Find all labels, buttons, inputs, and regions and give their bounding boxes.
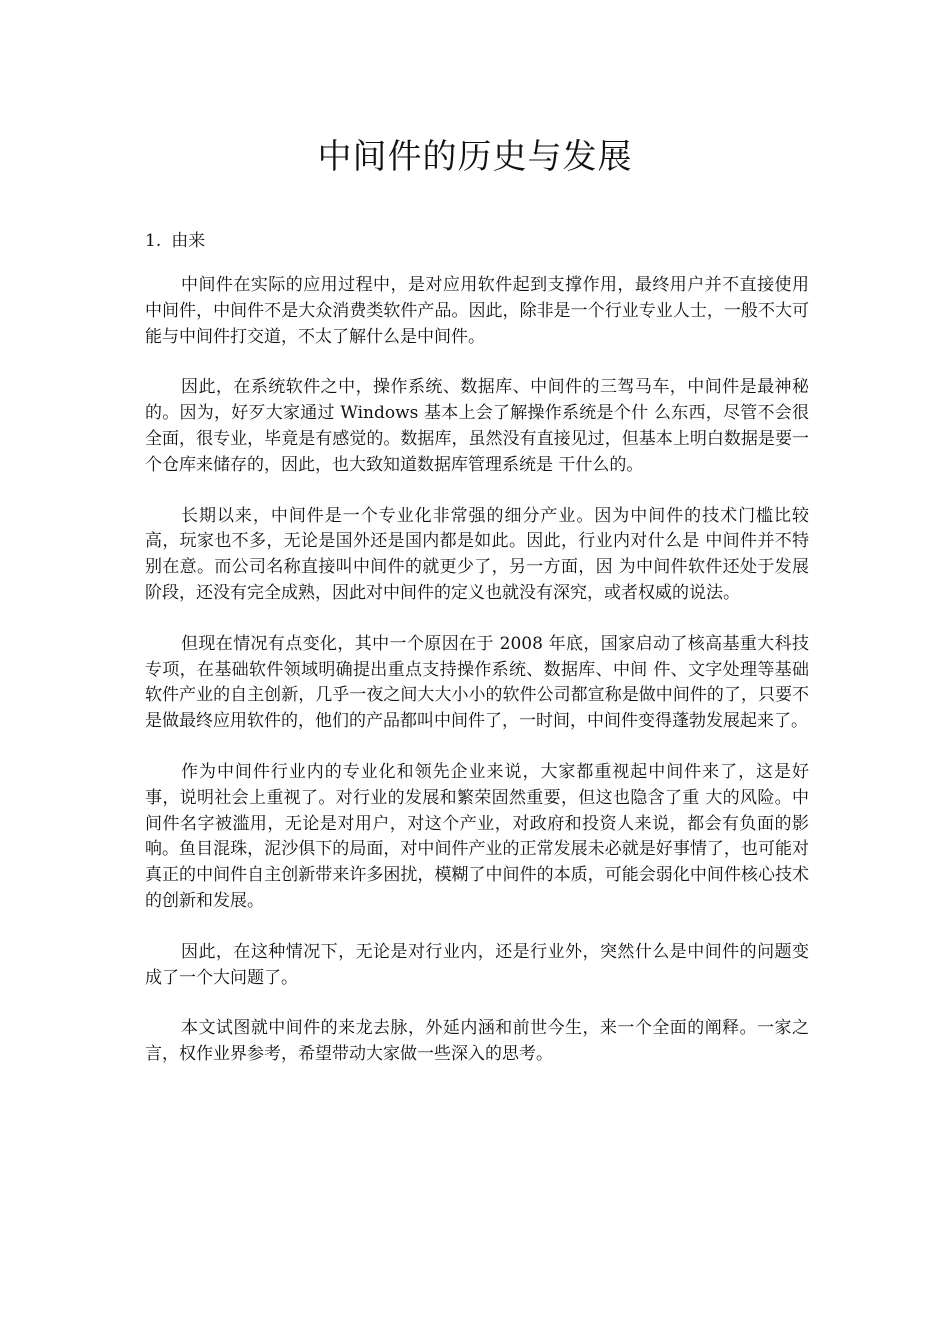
section-heading [145, 229, 205, 253]
paragraph: 因此，在这种情况下，无论是对行业内，还是行业外，突然什么是中间件的问题变成了一个大问题了。 [145, 941, 809, 988]
document-title: 中间件的历史与发展 [317, 137, 633, 177]
paragraph: 中间件在实际的应用过程中，是对应用软件起到支撑作用，最终用户并不直接使用中间件，中间件不是大众消费类软件产品。因此，除非是一个行业专业人士，一般不大可能与中间件打交道，不太了解什么是中间件。 [145, 275, 809, 347]
paragraph: 但现在情况有点变化，其中一个原因在于 2008 年底，国家启动了核高基重大科技专项，在基础软件领域明确提出重点支持操作系统、数据库、中间 件、文字处理等基础软件产业的自主创新，几乎一夜之间大大小小的软件公司都宣称是做中间件的了，只要不是做最终应用软件的，他们的产品都叫中间件了，一时间，中间件变得蓬勃发展起来了。 [145, 633, 809, 732]
paragraph: 作为中间件行业内的专业化和领先企业来说，大家都重视起中间件来了，这是好事，说明社会上重视了。对行业的发展和繁荣固然重要，但这也隐含了重 大的风险。中间件名字被滥用，无论是对用户，对这个产业，对政府和投资人来说，都会有负面的影响。鱼目混珠，泥沙俱下的局面，对中间件产业的正常发展未必就是好事情了，也可能对真正的中间件自主创新带来许多困扰，模糊了中间件的本质，可能会弱化中间件核心技术的创新和发展。 [145, 761, 809, 911]
document-body [145, 273, 809, 1093]
section-title: 由来 [171, 231, 206, 251]
paragraph: 因此，在系统软件之中，操作系统、数据库、中间件的三驾马车，中间件是最神秘的。因为，好歹大家通过 Windows 基本上会了解操作系统是个什 么东西，尽管不会很全面，很专业，毕竟是有感觉的。数据库，虽然没有直接见过，但基本上明白数据是要一个仓库来储存的，因此，也大致知道数据库管理系统是 干什么的。 [145, 377, 809, 475]
paragraph: 长期以来，中间件是一个专业化非常强的细分产业。因为中间件的技术门槛比较高，玩家也不多，无论是国外还是国内都是如此。因此，行业内对什么是 中间件并不特别在意。而公司名称直接叫中间件的就更少了，另一方面，因 为中间件软件还处于发展阶段，还没有完全成熟，因此对中间件的定义也就没有深究，或者权威的说法。 [145, 505, 809, 603]
section-number: 1. [145, 231, 162, 251]
paragraph: 本文试图就中间件的来龙去脉，外延内涵和前世今生，来一个全面的阐释。一家之言，权作业界参考，希望带动大家做一些深入的思考。 [145, 1018, 809, 1065]
